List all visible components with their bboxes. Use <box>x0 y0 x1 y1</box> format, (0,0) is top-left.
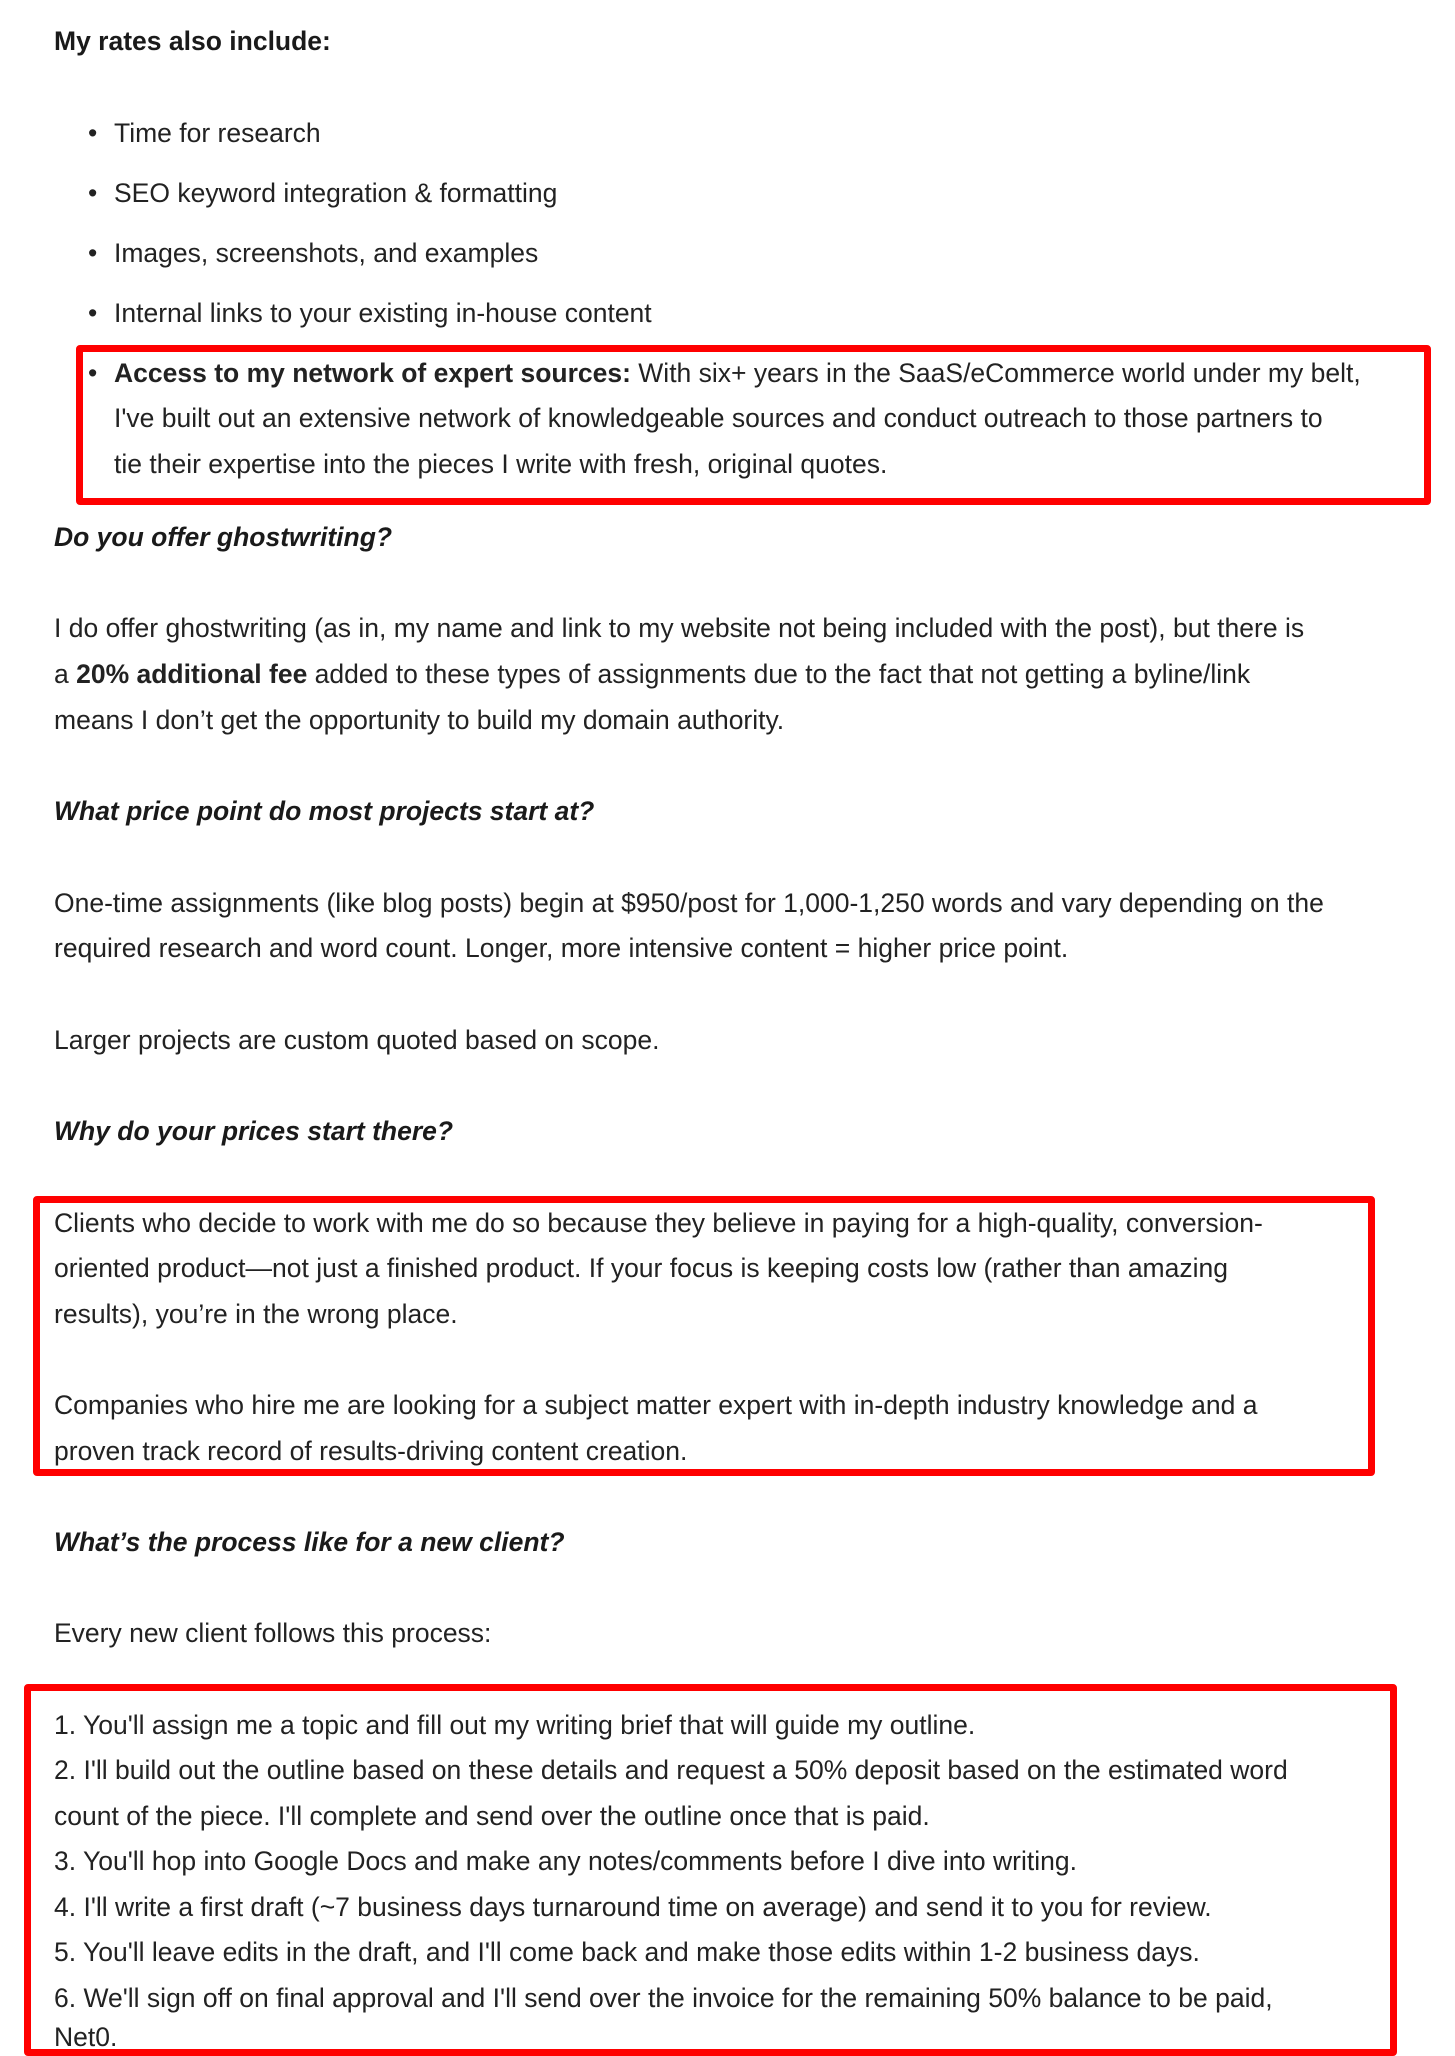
bullet-dot: • <box>88 238 98 268</box>
bullet-dot: • <box>88 178 98 208</box>
price-line2: required research and word count. Longer, more intensive content = higher price point. <box>54 933 1069 963</box>
process-intro: Every new client follows this process: <box>54 1618 492 1648</box>
network-text: With six+ years in the SaaS/eCommerce world under my belt, <box>630 358 1361 388</box>
rates-item-images: Images, screenshots, and examples <box>114 238 539 268</box>
rates-item-research: Time for research <box>114 118 321 148</box>
rates-item-network-line3: tie their expertise into the pieces I write with fresh, original quotes. <box>114 449 888 479</box>
rates-item-internal-links: Internal links to your existing in-house content <box>114 298 652 328</box>
question-ghostwriting: Do you offer ghostwriting? <box>54 522 393 552</box>
why-p2-line2: proven track record of results-driving content creation. <box>54 1436 688 1466</box>
ghostwriting-line1: I do offer ghostwriting (as in, my name and link to my website not being included with the post), but there is <box>54 613 1305 643</box>
question-why-prices: Why do your prices start there? <box>54 1116 454 1146</box>
why-p1-line3: results), you’re in the wrong place. <box>54 1299 458 1329</box>
rates-item-network-line2: I've built out an extensive network of knowledgeable sources and conduct outreach to those partners to <box>114 403 1323 433</box>
rates-heading: My rates also include: <box>54 26 331 56</box>
question-price-point: What price point do most projects start at? <box>54 796 595 826</box>
ghostwriting-line2-post: added to these types of assignments due to the fact that not getting a byline/link <box>307 659 1251 689</box>
ghostwriting-line2-pre: a <box>54 659 77 689</box>
process-step-line: 3. You'll hop into Google Docs and make any notes/comments before I dive into writing. <box>54 1846 1077 1876</box>
why-p1-line2: oriented product—not just a finished product. If your focus is keeping costs low (rather than amazing <box>54 1253 1228 1283</box>
process-step-line: count of the piece. I'll complete and send over the outline once that is paid. <box>54 1801 930 1831</box>
question-process: What’s the process like for a new client? <box>54 1527 565 1557</box>
ghostwriting-line2 <box>54 651 1250 697</box>
bullet-dot: • <box>88 298 98 328</box>
process-step-line: 1. You'll assign me a topic and fill out my writing brief that will guide my outline. <box>54 1710 976 1740</box>
process-step-line: 5. You'll leave edits in the draft, and I'll come back and make those edits within 1-2 business days. <box>54 1937 1200 1967</box>
process-step-line: Net0. <box>54 2022 118 2052</box>
price-line3: Larger projects are custom quoted based on scope. <box>54 1025 660 1055</box>
rates-item-seo: SEO keyword integration & formatting <box>114 178 558 208</box>
why-p1-line1: Clients who decide to work with me do so because they believe in paying for a high-quality, conversion- <box>54 1208 1263 1238</box>
process-step-line: 4. I'll write a first draft (~7 business days turnaround time on average) and send it to you for review. <box>54 1892 1212 1922</box>
ghostwriting-fee: 20% additional fee <box>76 659 308 689</box>
ghostwriting-line3: means I don’t get the opportunity to build my domain authority. <box>54 705 785 735</box>
why-p2-line1: Companies who hire me are looking for a subject matter expert with in-depth industry knowledge and a <box>54 1390 1258 1420</box>
network-bold-label: Access to my network of expert sources: <box>114 358 631 388</box>
bullet-dot: • <box>88 358 98 388</box>
rates-item-network-line1 <box>114 350 1361 396</box>
process-step-line: 2. I'll build out the outline based on these details and request a 50% deposit based on the estimated word <box>54 1755 1288 1785</box>
process-step-line: 6. We'll sign off on final approval and I'll send over the invoice for the remaining 50% balance to be paid, <box>54 1983 1273 2013</box>
bullet-dot: • <box>88 118 98 148</box>
price-line1: One-time assignments (like blog posts) begin at $950/post for 1,000-1,250 words and vary depending on the <box>54 888 1324 918</box>
